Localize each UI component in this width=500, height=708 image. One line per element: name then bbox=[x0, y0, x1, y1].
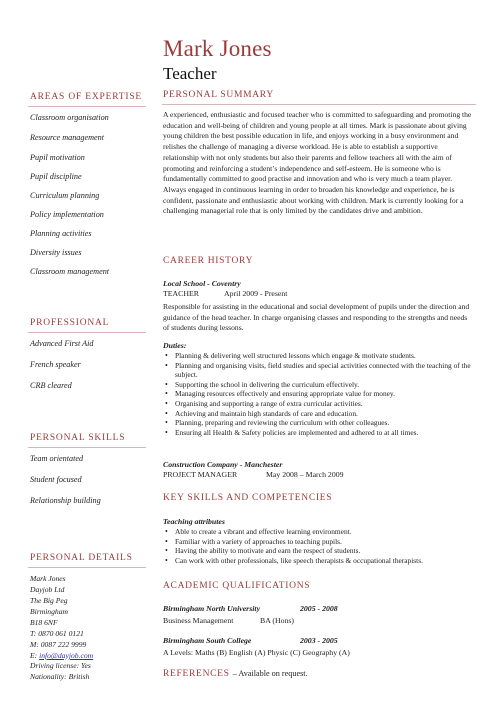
personal-details-heading: PERSONAL DETAILS bbox=[30, 553, 133, 563]
expertise-heading: AREAS OF EXPERTISE bbox=[30, 92, 143, 102]
mobile-line: M: 0087 222 9999 bbox=[30, 640, 87, 649]
edu2-years: 2003 - 2005 bbox=[300, 636, 338, 645]
skill-point: • Able to create a vibrant and effective learning environment. bbox=[163, 527, 475, 537]
edu2-school: Birmingham South College bbox=[163, 636, 252, 645]
summary-heading: PERSONAL SUMMARY bbox=[163, 90, 274, 100]
job-role: TEACHER bbox=[163, 289, 199, 298]
edu2-subjects: A Levels: Maths (B) English (A) Physic (C) Geography (A) bbox=[163, 648, 350, 657]
expertise-item: Diversity issues bbox=[30, 248, 82, 257]
duty-item: • Achieving and maintain high standards of care and education. bbox=[163, 409, 475, 419]
duty-item: • Ensuring all Health & Safety policies are implemented and adhered to at all times. bbox=[163, 428, 475, 438]
professional-item: CRB cleared bbox=[30, 381, 72, 390]
references-title: REFERENCES bbox=[163, 669, 230, 679]
edu1-years: 2005 - 2008 bbox=[300, 604, 338, 613]
duty-item: • Planning and organising visits, field studies and special activities connected with the teaching of the subject. bbox=[163, 361, 475, 380]
divider bbox=[28, 567, 146, 568]
driving-license: Driving license: Yes bbox=[30, 661, 91, 670]
contact-details bbox=[30, 573, 93, 661]
divider bbox=[28, 332, 146, 333]
skill-item: Team orientated bbox=[30, 454, 84, 463]
divider bbox=[28, 447, 146, 448]
skills-heading: KEY SKILLS AND COMPETENCIES bbox=[163, 493, 333, 503]
duty-item: • Managing resources effectively and ensuring appropriate value for money. bbox=[163, 389, 475, 399]
duty-item: • Planning & delivering well structured lessons which engage & motivate students. bbox=[163, 351, 475, 361]
professional-item: Advanced First Aid bbox=[30, 339, 94, 348]
divider bbox=[28, 106, 146, 107]
skill-item: Relationship building bbox=[30, 496, 101, 505]
expertise-item: Planning activities bbox=[30, 229, 92, 238]
skill-item: Student focused bbox=[30, 475, 82, 484]
skills-list bbox=[163, 527, 475, 565]
duty-item: • Planning, preparing and reviewing the curriculum with other colleagues. bbox=[163, 418, 475, 428]
duty-item: • Supporting the school in delivering the curriculum effectively. bbox=[163, 380, 475, 390]
email-link[interactable]: info@dayjob.com bbox=[39, 651, 94, 660]
references-text: – Available on request. bbox=[232, 669, 308, 678]
job2-dates: May 2008 – March 2009 bbox=[266, 470, 344, 479]
job-title: Teacher bbox=[163, 64, 217, 83]
job-employer: Local School - Coventry bbox=[163, 279, 241, 288]
job2-employer: Construction Company - Manchester bbox=[163, 460, 283, 469]
detail-line: B18 6NF bbox=[30, 618, 58, 627]
skills-subheading: Teaching attributes bbox=[163, 517, 225, 526]
skill-point: • Having the ability to motivate and earn the respect of students. bbox=[163, 546, 475, 556]
edu1-award: BA (Hons) bbox=[260, 616, 295, 625]
edu1-school: Birmingham North University bbox=[163, 604, 261, 613]
duties-heading: Duties: bbox=[163, 341, 187, 350]
expertise-item: Resource management bbox=[30, 133, 105, 142]
references-heading bbox=[163, 669, 308, 679]
job-description: Responsible for assisting in the educational and social development of pupils under the direction and guidance of the head teacher. In charge organising classes and responding to the strengths and needs of students during lessons. bbox=[163, 302, 470, 333]
duties-list bbox=[163, 351, 475, 437]
professional-heading: PROFESSIONAL bbox=[30, 318, 110, 328]
summary-text: A experienced, enthusiastic and focused teacher who is committed to safeguarding and promoting the education and well-being of children and young people at all times. Mark is passionate about giving young children the best possible education in life, and enjoys working in a busy environment and relishes the challenge of managing a diverse workload. He is able to establish a supportive relationship with not only students but also their parents and fellow teachers all with the aim of promoting and reinforcing a student’s independence and self-esteem. He is someone who is fundamentally committed to good practise and innovation and who is very much a team player. Always engaged in continuous learning in order to broaden his knowledge and experience, he is confident, passionate and enthusiastic about working with children. Mark is currently looking for a challenging managerial role that is only limited by the candidates drive and ambition. bbox=[163, 110, 472, 216]
job2-role: PROJECT MANAGER bbox=[163, 470, 238, 479]
detail-line: Dayjob Ltd bbox=[30, 585, 65, 594]
detail-line: Mark Jones bbox=[30, 574, 66, 583]
detail-line: The Big Peg bbox=[30, 596, 68, 605]
candidate-name: Mark Jones bbox=[163, 36, 272, 61]
career-heading: CAREER HISTORY bbox=[163, 256, 254, 266]
nationality: Nationality: British bbox=[30, 672, 90, 681]
qualifications-heading: ACADEMIC QUALIFICATIONS bbox=[163, 581, 311, 591]
job-dates: April 2009 - Present bbox=[224, 289, 288, 298]
detail-line: Birmingham bbox=[30, 607, 68, 616]
email-prefix: E: bbox=[30, 651, 40, 660]
skill-point: • Familiar with a variety of approaches to teaching pupils. bbox=[163, 537, 475, 547]
professional-item: French speaker bbox=[30, 360, 81, 369]
expertise-item: Classroom organisation bbox=[30, 113, 109, 122]
phone-line: T: 0870 061 0121 bbox=[30, 629, 84, 638]
duty-item: • Organising and supporting a range of extra curricular activities. bbox=[163, 399, 475, 409]
expertise-item: Pupil discipline bbox=[30, 172, 82, 181]
personal-skills-heading: PERSONAL SKILLS bbox=[30, 433, 126, 443]
expertise-item: Policy implementation bbox=[30, 210, 104, 219]
edu1-course: Business Management bbox=[163, 616, 234, 625]
expertise-item: Curriculum planning bbox=[30, 191, 100, 200]
skill-point: • Can work with other professionals, like speech therapists & occupational therapists. bbox=[163, 556, 475, 566]
expertise-item: Classroom management bbox=[30, 267, 110, 276]
divider bbox=[162, 104, 476, 105]
expertise-item: Pupil motivation bbox=[30, 153, 85, 162]
